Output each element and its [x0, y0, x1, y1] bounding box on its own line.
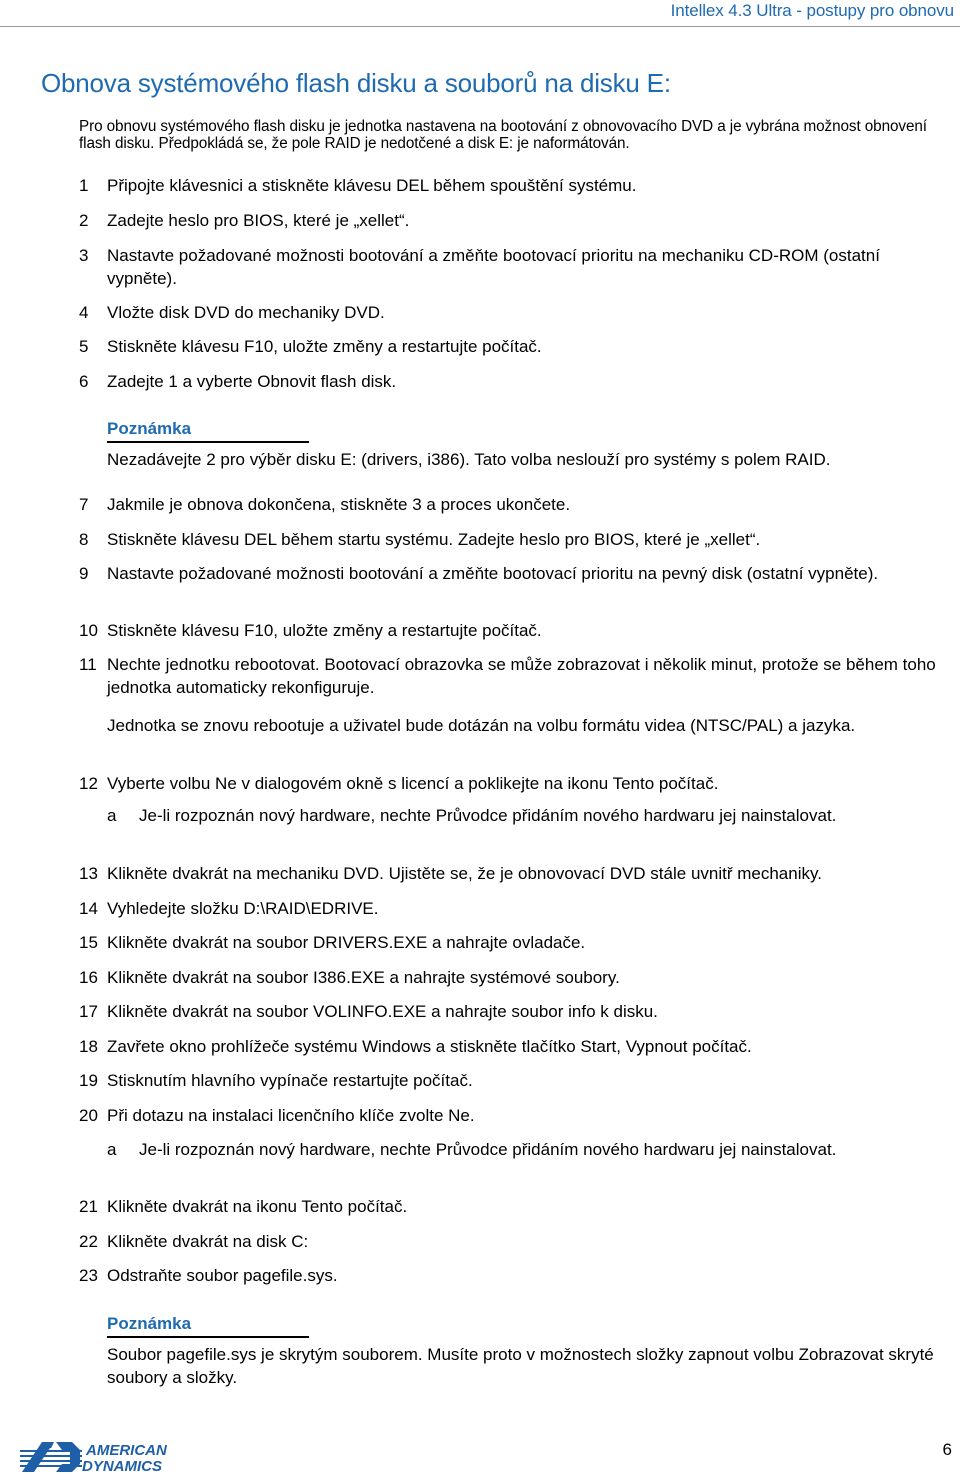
page-header — [0, 0, 960, 27]
step-22 — [79, 1230, 953, 1253]
step-number: 8 — [79, 530, 89, 549]
step-17 — [79, 1000, 953, 1023]
step-15 — [79, 931, 953, 954]
step-number: 16 — [79, 968, 98, 987]
step-19 — [79, 1069, 953, 1092]
step-text: Nechte jednotku rebootovat. Bootovací obrazovka se může zobrazovat i několik minut, protože se během toho jednotka automaticky rekonfiguruje. — [107, 655, 936, 697]
note-heading: Poznámka — [107, 419, 309, 443]
step-text: Klikněte dvakrát na soubor VOLINFO.EXE a nahrajte soubor info k disku. — [107, 1002, 658, 1021]
step-7 — [79, 493, 953, 516]
step-20 — [79, 1104, 953, 1127]
step-text: Klikněte dvakrát na soubor I386.EXE a nahrajte systémové soubory. — [107, 968, 620, 987]
step-number: 6 — [79, 372, 89, 391]
step-11-paragraph: Jednotka se znovu rebootuje a uživatel bude dotázán na volbu formátu videa (NTSC/PAL) a jazyka. — [107, 716, 856, 735]
step-text: Připojte klávesnici a stiskněte klávesu DEL během spouštění systému. — [107, 176, 637, 195]
step-text: Odstraňte soubor pagefile.sys. — [107, 1266, 338, 1285]
step-23 — [79, 1264, 953, 1287]
step-18 — [79, 1035, 953, 1058]
substep-letter: a — [107, 806, 117, 825]
step-20-substep — [107, 1139, 953, 1161]
step-12-substep — [107, 805, 953, 827]
step-text: Jakmile je obnova dokončena, stiskněte 3 a proces ukončete. — [107, 495, 571, 514]
step-5 — [79, 335, 953, 358]
step-9 — [79, 562, 953, 585]
step-16 — [79, 966, 953, 989]
step-text: Vyberte volbu Ne v dialogovém okně s licencí a poklikejte na ikonu Tento počítač. — [107, 774, 719, 793]
substep-text: Je-li rozpoznán nový hardware, nechte Průvodce přidáním nového hardwaru jej nainstalovat. — [139, 1140, 837, 1159]
step-number: 14 — [79, 899, 98, 918]
step-text: Klikněte dvakrát na disk C: — [107, 1232, 309, 1251]
note-text: Nezadávejte 2 pro výběr disku E: (drivers, i386). Tato volba neslouží pro systémy s polem RAID. — [107, 450, 831, 469]
page-number: 6 — [942, 1440, 952, 1459]
step-number: 22 — [79, 1232, 98, 1251]
step-8 — [79, 528, 953, 551]
step-text: Vyhledejte složku D:\RAID\EDRIVE. — [107, 899, 379, 918]
step-text: Nastavte požadované možnosti bootování a změňte bootovací prioritu na mechaniku CD-ROM (ostatní vypněte). — [107, 246, 880, 288]
note-heading: Poznámka — [107, 1314, 309, 1338]
substep-letter: a — [107, 1140, 117, 1159]
step-number: 11 — [79, 655, 97, 674]
step-3 — [79, 244, 953, 290]
step-2 — [79, 209, 953, 232]
step-text: Stisknutím hlavního vypínače restartujte počítač. — [107, 1071, 473, 1090]
step-number: 1 — [79, 176, 89, 195]
step-text: Zadejte heslo pro BIOS, které je „xellet“. — [107, 211, 410, 230]
step-text: Zavřete okno prohlížeče systému Windows a stiskněte tlačítko Start, Vypnout počítač. — [107, 1037, 752, 1056]
step-text: Stiskněte klávesu DEL během startu systému. Zadejte heslo pro BIOS, které je „xellet“. — [107, 530, 761, 549]
step-1 — [79, 174, 953, 197]
step-14 — [79, 897, 953, 920]
step-number: 17 — [79, 1002, 98, 1021]
step-number: 15 — [79, 933, 98, 952]
section-title: Obnova systémového flash disku a souborů na disku E: — [41, 68, 671, 98]
american-dynamics-logo — [20, 1438, 220, 1474]
step-text: Stiskněte klávesu F10, uložte změny a restartujte počítač. — [107, 337, 542, 356]
step-number: 19 — [79, 1071, 98, 1090]
step-text: Zadejte 1 a vyberte Obnovit flash disk. — [107, 372, 397, 391]
step-number: 4 — [79, 303, 89, 322]
step-number: 21 — [79, 1197, 98, 1216]
step-number: 5 — [79, 337, 89, 356]
step-number: 3 — [79, 246, 89, 265]
step-number: 18 — [79, 1037, 98, 1056]
step-number: 13 — [79, 864, 98, 883]
step-number: 20 — [79, 1106, 98, 1125]
step-text: Klikněte dvakrát na soubor DRIVERS.EXE a nahrajte ovladače. — [107, 933, 586, 952]
step-11 — [79, 653, 953, 699]
step-text: Při dotazu na instalaci licenčního klíče zvolte Ne. — [107, 1106, 475, 1125]
step-4 — [79, 301, 953, 324]
step-21 — [79, 1195, 953, 1218]
step-text: Nastavte požadované možnosti bootování a změňte bootovací prioritu na pevný disk (ostatní vypněte). — [107, 564, 879, 583]
step-text: Klikněte dvakrát na ikonu Tento počítač. — [107, 1197, 408, 1216]
step-6 — [79, 370, 953, 393]
note-text: Soubor pagefile.sys je skrytým souborem. Musíte proto v možnostech složky zapnout volbu Zobrazovat skryté soubory a složky. — [107, 1345, 934, 1387]
step-number: 12 — [79, 774, 98, 793]
step-number: 2 — [79, 211, 89, 230]
step-text: Stiskněte klávesu F10, uložte změny a restartujte počítač. — [107, 621, 542, 640]
logo-line1: AMERICAN — [86, 1442, 167, 1459]
step-number: 7 — [79, 495, 89, 514]
step-10 — [79, 619, 953, 642]
logo-mark-icon — [20, 1442, 82, 1472]
logo-line2: DYNAMICS — [82, 1458, 163, 1474]
step-text: Vložte disk DVD do mechaniky DVD. — [107, 303, 385, 322]
step-number: 9 — [79, 564, 89, 583]
header-title: Intellex 4.3 Ultra - postupy pro obnovu — [670, 1, 954, 20]
step-number: 23 — [79, 1266, 98, 1285]
step-12 — [79, 772, 953, 795]
step-13 — [79, 862, 953, 885]
substep-text: Je-li rozpoznán nový hardware, nechte Průvodce přidáním nového hardwaru jej nainstalovat. — [139, 806, 837, 825]
step-text: Klikněte dvakrát na mechaniku DVD. Ujistěte se, že je obnovovací DVD stále uvnitř mechaniky. — [107, 864, 822, 883]
intro-paragraph: Pro obnovu systémového flash disku je jednotka nastavena na bootování z obnovovacího DVD a je vybrána možnost obnovení flash disku. Předpokládá se, že pole RAID je nedotčené a disk E: je naformátován. — [79, 118, 927, 152]
step-number: 10 — [79, 621, 98, 640]
